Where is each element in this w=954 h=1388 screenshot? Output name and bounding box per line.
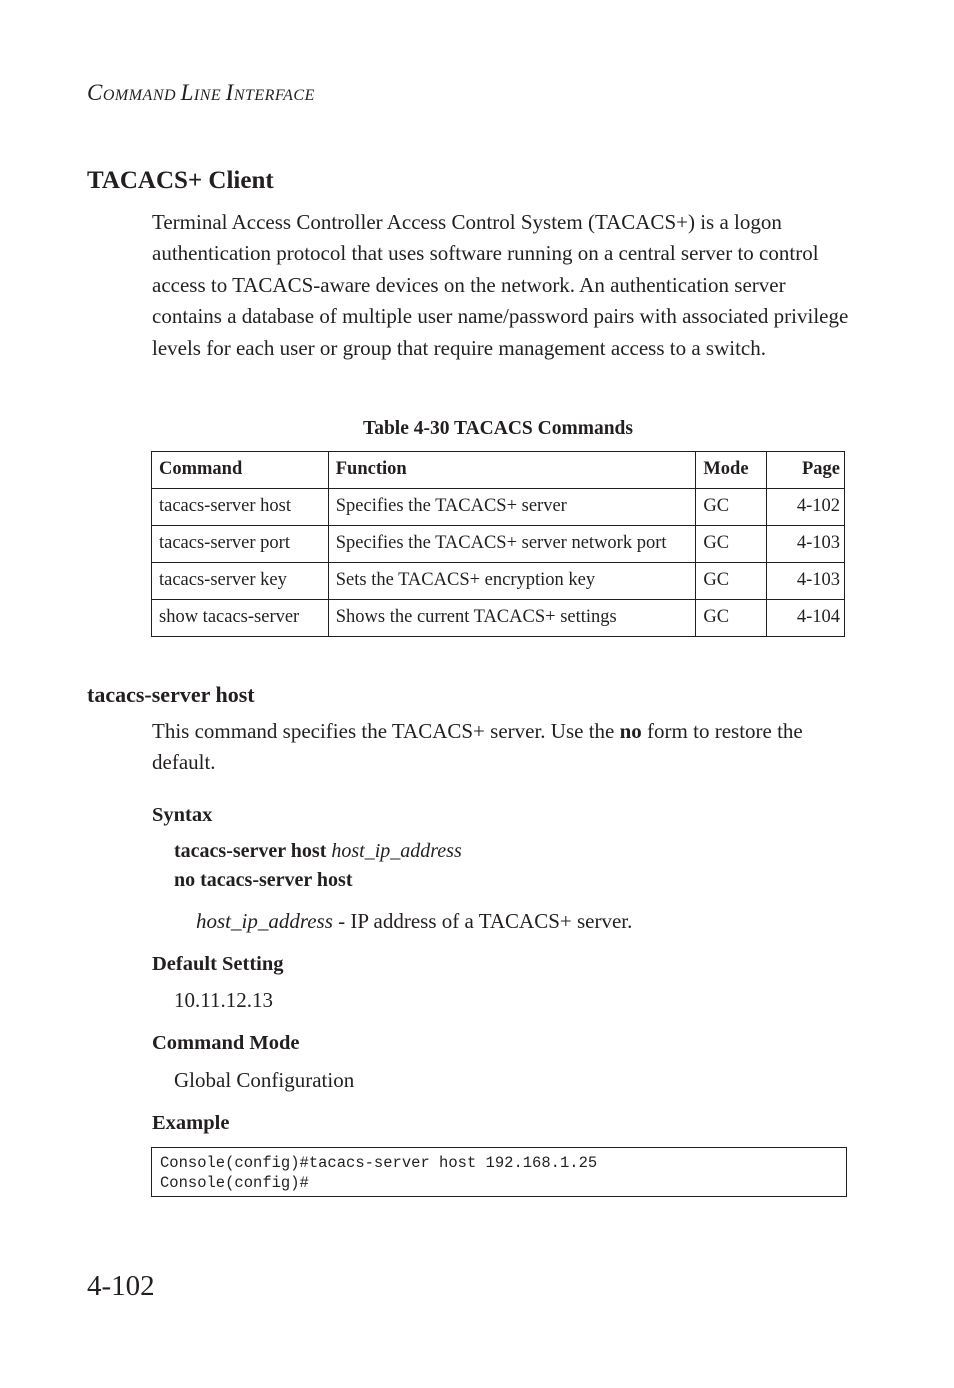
running-header: [87, 80, 315, 106]
header-page: Page: [766, 452, 844, 489]
cell-mode: GC: [696, 563, 766, 600]
desc-text: This command specifies the TACACS+ server. Use the: [152, 719, 620, 743]
default-setting-label: Default Setting: [152, 953, 284, 975]
cell-function: Shows the current TACACS+ settings: [328, 600, 696, 637]
syntax-command: tacacs-server host: [174, 840, 327, 862]
cell-mode: GC: [696, 526, 766, 563]
header-function: Function: [328, 452, 696, 489]
cell-function: Specifies the TACACS+ server network port: [328, 526, 696, 563]
example-code: Console(config)#tacacs-server host 192.168.1.25 Console(config)#: [151, 1147, 847, 1197]
desc-text-end: form to restore the default.: [152, 719, 803, 775]
parameter-description: - IP address of a TACACS+ server.: [332, 909, 633, 933]
header-cap-2: L: [180, 80, 194, 105]
header-mode: Mode: [696, 452, 766, 489]
table-caption: Table 4-30 TACACS Commands: [363, 418, 633, 439]
syntax-param: host_ip_address: [331, 840, 462, 862]
command-title: tacacs-server host: [87, 682, 255, 707]
syntax-line: [174, 840, 462, 863]
table-row: [152, 489, 845, 526]
cell-page: 4-103: [766, 526, 844, 563]
cell-function: Sets the TACACS+ encryption key: [328, 563, 696, 600]
example-label: Example: [152, 1112, 230, 1134]
table-row: [152, 563, 845, 600]
section-title: TACACS+ Client: [87, 167, 274, 194]
default-setting-value: 10.11.12.13: [174, 988, 273, 1012]
cell-page: 4-104: [766, 600, 844, 637]
parameter-name: host_ip_address: [196, 909, 333, 933]
syntax-no-line: [174, 869, 352, 892]
header-cap-1: C: [87, 80, 103, 105]
table-row: [152, 526, 845, 563]
cell-function: Specifies the TACACS+ server: [328, 489, 696, 526]
intro-paragraph: Terminal Access Controller Access Control System (TACACS+) is a logon authentication protocol that uses software running on a central server to control access to TACACS-aware devices on the network. An authentication server contains a database of multiple user name/password pairs with associated privilege levels for each user or group that require management access to a switch.: [152, 210, 849, 360]
command-description: [152, 716, 852, 779]
syntax-label: Syntax: [152, 804, 213, 826]
cell-mode: GC: [696, 600, 766, 637]
command-mode-value: Global Configuration: [174, 1068, 355, 1092]
header-command: Command: [152, 452, 329, 489]
syntax-no-command: no tacacs-server host: [174, 869, 353, 891]
cell-mode: GC: [696, 489, 766, 526]
cell-command: tacacs-server key: [152, 563, 329, 600]
cell-page: 4-103: [766, 563, 844, 600]
table-row: [152, 600, 845, 637]
cell-command: show tacacs-server: [152, 600, 329, 637]
command-mode-label: Command Mode: [152, 1032, 300, 1054]
header-rest-1: OMMAND: [102, 87, 181, 104]
parameter-line: [196, 909, 632, 934]
desc-bold-keyword: no: [619, 719, 642, 743]
cell-command: tacacs-server host: [152, 489, 329, 526]
header-rest-2: INE: [193, 87, 226, 104]
header-rest-3: NTERFACE: [233, 87, 315, 104]
cell-page: 4-102: [766, 489, 844, 526]
commands-table: [151, 451, 845, 637]
table-header-row: [152, 452, 845, 489]
cell-command: tacacs-server port: [152, 526, 329, 563]
header-cap-3: I: [225, 80, 234, 105]
page-number: 4-102: [87, 1270, 155, 1302]
